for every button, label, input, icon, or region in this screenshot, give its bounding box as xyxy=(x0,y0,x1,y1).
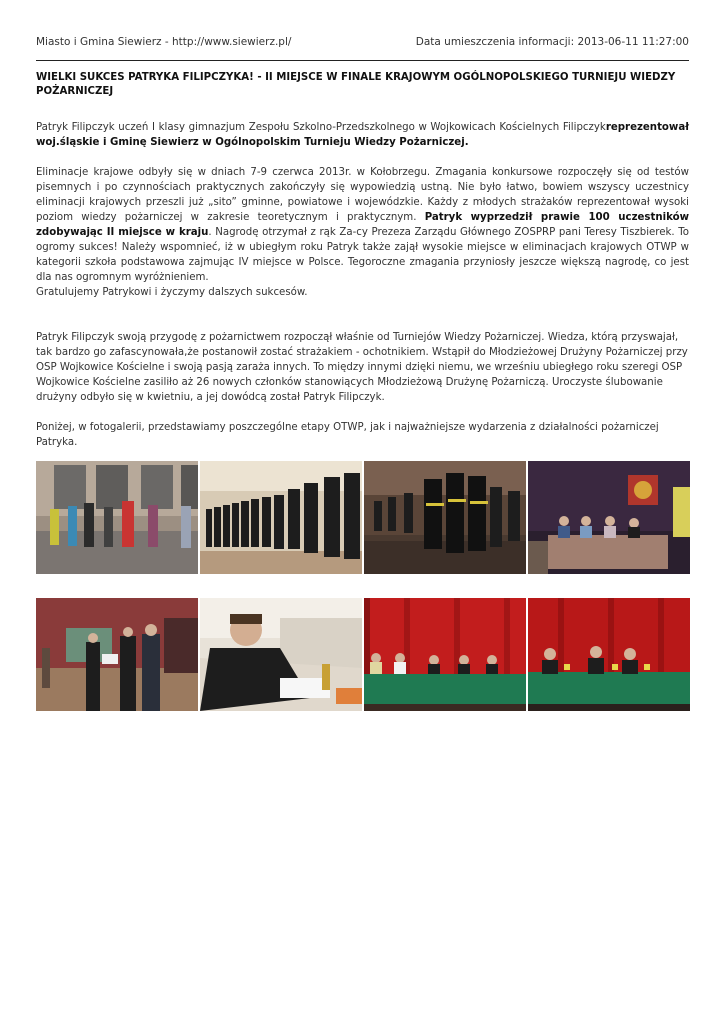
intro-bold: reprezentował woj.śląskie i Gminę Siewierz w Ogólnopolskim Turnieju Wiedzy Pożarniczej. xyxy=(36,122,689,148)
gallery-photo-jury-table[interactable] xyxy=(528,461,690,574)
gallery-photo-fire-station[interactable] xyxy=(36,461,198,574)
gallery-photo-finalists-table[interactable] xyxy=(528,598,690,711)
article-title: WIELKI SUKCES PATRYKA FILIPCZYKA! - II MIEJSCE W FINALE KRAJOWYM OGÓLNOPOLSKIEGO TURNIEJU WIEDZY POŻARNICZEJ xyxy=(36,72,676,97)
header-divider xyxy=(36,60,689,61)
page-header xyxy=(36,36,689,60)
gallery-photo-uniform-lineup[interactable] xyxy=(200,461,362,574)
paragraph-gallery-intro: Poniżej, w fotogalerii, przedstawiamy poszczególne etapy OTWP, jak i najważniejsze wydarzenia z działalności pożarniczej Patryka. xyxy=(36,422,659,448)
gallery-photo-final-stage[interactable] xyxy=(364,598,526,711)
paragraph-eliminations xyxy=(36,165,689,285)
paragraph-intro xyxy=(36,120,689,150)
eliminations-bold: Patryk wyprzedził prawie 100 uczestników zdobywając II miejsce w kraju xyxy=(36,212,689,238)
paragraph-history: Patryk Filipczyk swoją przygodę z pożarnictwem rozpoczął właśnie od Turniejów Wiedzy Pożarniczej. Wiedza, którą przyswajał, tak bardzo go zafascynowała,że postanowił zostać strażakiem - ochotnikiem. Wstąpił do Młodzieżowej Drużyny Pożarniczej przy OSP Wojkowice Kościelne i swoją pasją zaraża innych. To między innymi dzięki niemu, we wrześniu ubiegłego roku szeregi OSP Wojkowice Kościelne zasiliło aż 26 nowych członków stanowiących Młodzieżową Drużynę Pożarniczą. Uroczyste ślubowanie drużyny odbyło się w kwietniu, a jej dowódcą został Patryk Filipczyk. xyxy=(36,332,688,403)
gallery-photo-hall-march[interactable] xyxy=(364,461,526,574)
date-label: Data umieszczenia informacji: 2013-06-11 11:27:00 xyxy=(415,36,689,48)
eliminations-text-b: . Nagrodę otrzymał z rąk Za-cy Prezeza Zarządu Głównego ZOSPRP pani Teresy Tiszbierek. To ogromy sukces! Należy wspomnieć, iż w ubiegłym roku Patryk także zajął wysokie miejsce w eliminacjach krajowych OTWP w kategorii szkoła podstawowa zajmując IV miejsce w Polsce. Tegoroczne zmagania przyniosły jeszcze większą nagrodę, co jest dla nas ogromnym wyróżnieniem. xyxy=(36,227,689,283)
site-label: Miasto i Gmina Siewierz - http://www.siewierz.pl/ xyxy=(36,36,292,48)
article-body xyxy=(36,120,689,450)
paragraph-congrats: Gratulujemy Patrykowi i życzymy dalszych sukcesów. xyxy=(36,287,308,298)
eliminations-text-a: Eliminacje krajowe odbyły się w dniach 7-9 czerwca 2013r. w Kołobrzegu. Zmagania konkursowe rozpoczęły się od testów pisemnych i po czynnościach praktycznych zakończyły się wypowiedzią ustną. Nie było łatwo, bowiem wszyscy uczestnicy eliminacji krajowych przeszli już „sito” gminne, powiatowe i wojewódzkie. Każdy z młodych strażaków reprezentował wysoki poziom wiedzy pożarniczej w zakresie teoretycznym i praktycznym. xyxy=(36,167,689,223)
gallery-photo-award-ceremony[interactable] xyxy=(36,598,198,711)
gallery-photo-written-test[interactable] xyxy=(200,598,362,711)
photo-gallery-row-1 xyxy=(36,461,689,575)
intro-text: Patryk Filipczyk uczeń I klasy gimnazjum Zespołu Szkolno-Przedszkolnego w Wojkowicach Kościelnych Filipczyk xyxy=(36,122,606,133)
photo-gallery-row-2 xyxy=(36,598,689,712)
